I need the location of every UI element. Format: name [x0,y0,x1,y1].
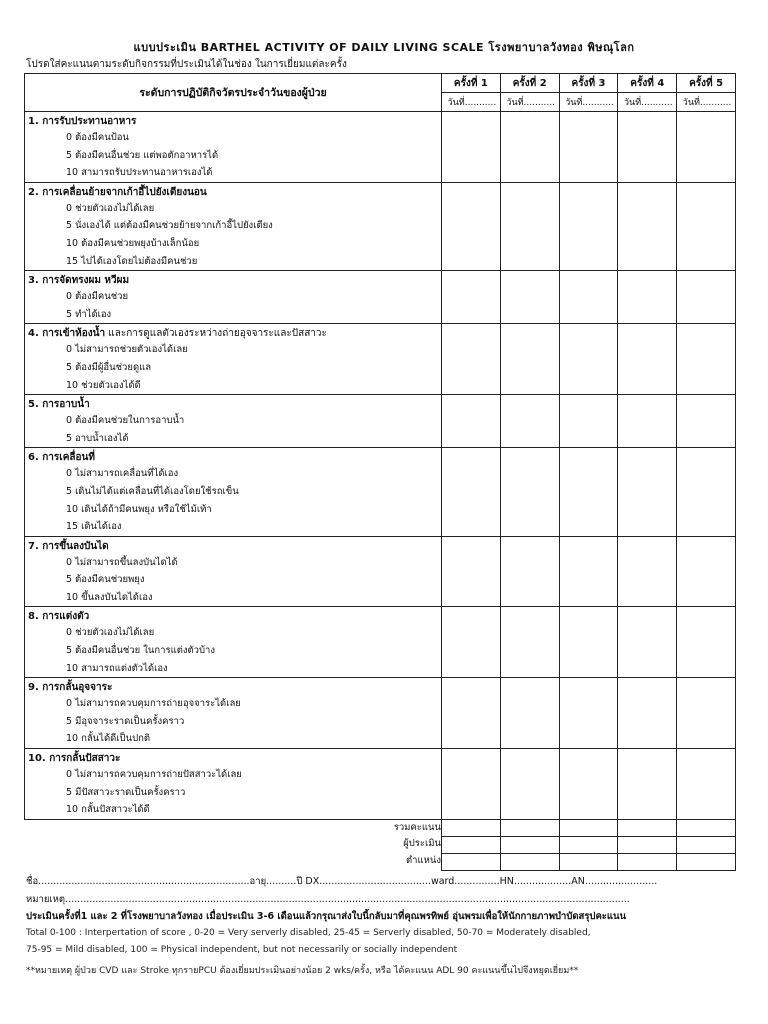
table-row [25,448,736,536]
score-option: 10 ต้องมีคนช่วยพยุงบ้างเล็กน้อย [66,237,200,249]
table-row [25,678,736,749]
score-cell-visit-1[interactable] [442,395,501,448]
header-visit-2: ครั้งที่ 2 วันที่........... [500,74,559,112]
score-cell-visit-1[interactable] [442,749,501,820]
score-cell-visit-3[interactable] [559,324,618,395]
activity-item-1 [25,112,442,183]
score-cell-visit-2[interactable] [500,271,559,324]
activity-name-text: 6. การเคลื่อนที่ [28,452,95,464]
score-cell-visit-1[interactable] [442,536,501,607]
activity-name-text: 3. การจัดทรงผม หวีผม [28,275,130,287]
summary-cell-visit-2[interactable] [500,819,559,836]
header-activity-level: ระดับการปฏิบัติกิจวัตรประจำวันของผู้ป่วย [25,74,442,112]
header-visit-4: ครั้งที่ 4 วันที่........... [618,74,677,112]
score-option: 10 ช่วยตัวเองได้ดี [66,379,141,391]
score-option: 0 ไม่สามารถขึ้นลงบันไดได้ [66,556,178,568]
score-cell-visit-4[interactable] [618,749,677,820]
document-title: แบบประเมิน BARTHEL ACTIVITY OF DAILY LIVING SCALE โรงพยาบาลวังทอง พิษณุโลก [133,41,635,54]
score-cell-visit-5[interactable] [677,182,736,270]
score-cell-visit-4[interactable] [618,678,677,749]
score-option: 10 กลั้นปัสสาวะได้ดี [66,804,150,816]
activity-name [28,114,437,129]
score-cell-visit-5[interactable] [677,395,736,448]
score-option: 15 ไปได้เองโดยไม่ต้องมีคนช่วย [66,255,198,267]
activity-item-6 [25,448,442,536]
score-option: 5 อาบน้ำเองได้ [66,432,129,444]
activity-item-4 [25,324,442,395]
score-cell-visit-1[interactable] [442,448,501,536]
summary-cell-visit-4[interactable] [618,853,677,870]
summary-row [25,819,736,836]
score-cell-visit-5[interactable] [677,324,736,395]
score-cell-visit-1[interactable] [442,324,501,395]
activity-name-detail: และการดูแลตัวเองระหว่างถ่ายอุจจาระและปัสสาวะ [105,328,327,340]
header-visit-1: ครั้งที่ 1 วันที่........... [442,74,501,112]
score-option: 5 ต้องมีคนอื่นช่วย ในการแต่งตัวบ้าง [66,645,216,657]
score-option: 5 มีอุจจาระราดเป็นครั้งคราว [66,715,185,727]
score-cell-visit-2[interactable] [500,112,559,183]
table-row [25,324,736,395]
table-row [25,395,736,448]
score-cell-visit-4[interactable] [618,324,677,395]
activity-item-8 [25,607,442,678]
summary-label: รวมคะแนน [25,819,442,836]
score-cell-visit-4[interactable] [618,182,677,270]
summary-label: ตำแหน่ง [25,853,442,870]
summary-cell-visit-1[interactable] [442,836,501,853]
score-option: 0 ต้องมีคนช่วย [66,291,129,303]
interpretation-line-1: Total 0-100 : Interpertation of score , 0-20 = Very serverly disabled, 25-45 = Serverly disabled, 50-70 = Moderately disabled, [26,928,591,938]
score-cell-visit-4[interactable] [618,536,677,607]
score-cell-visit-4[interactable] [618,271,677,324]
score-cell-visit-4[interactable] [618,607,677,678]
score-cell-visit-3[interactable] [559,536,618,607]
activity-name [28,185,437,200]
activity-name-text: 7. การขึ้นลงบันได [28,540,109,552]
header-visit-3: ครั้งที่ 3 วันที่........... [559,74,618,112]
header-visit-5: ครั้งที่ 5 วันที่........... [677,74,736,112]
score-option: 10 ขึ้นลงบันไดได้เอง [66,591,153,603]
score-cell-visit-3[interactable] [559,678,618,749]
activity-item-10 [25,749,442,820]
score-option: 0 ไม่สามารถช่วยตัวเองได้เลย [66,344,188,356]
activity-name-text: 5. การอาบน้ำ [28,399,90,411]
score-option: 5 ต้องมีผู้อื่นช่วยดูแล [66,361,152,373]
score-cell-visit-2[interactable] [500,448,559,536]
score-cell-visit-5[interactable] [677,112,736,183]
activity-name [28,539,437,554]
table-header-row [25,74,736,112]
table-row [25,607,736,678]
score-option: 10 สามารถรับประทานอาหารเองได้ [66,167,213,179]
summary-cell-visit-5[interactable] [677,836,736,853]
summary-cell-visit-5[interactable] [677,819,736,836]
score-option: 5 ต้องมีคนอื่นช่วย แต่พอตักอาหารได้ [66,149,219,161]
score-option: 5 มีปัสสาวะราดเป็นครั้งคราว [66,786,186,798]
instruction-text: โปรดใส่คะแนนตามระดับกิจกรรมที่ประเมินได้ในช่อง ในการเยี่ยมแต่ละครั้ง [26,59,347,70]
score-cell-visit-3[interactable] [559,395,618,448]
interpretation-line-2: 75-95 = Mild disabled, 100 = Physical independent, but not necessarily or socially independent [26,945,458,955]
summary-cell-visit-2[interactable] [500,853,559,870]
score-cell-visit-5[interactable] [677,536,736,607]
activity-name-text: 8. การแต่งตัว [28,611,90,623]
summary-cell-visit-3[interactable] [559,836,618,853]
notice-text: ประเมินครั้งที่1 และ 2 ที่โรงพยาบาลวังทอง เมื่อประเมิน 3-6 เดือนแล้วกรุณาส่งใบนี้กลับมาที่คุณพรทิพย์ อุ่นพรมเพื่อให้นักกายภาพบำบัดสรุปคะแนน [26,911,627,922]
score-cell-visit-3[interactable] [559,448,618,536]
activity-name [28,680,437,695]
score-option: 0 ไม่สามารถควบคุมการถ่ายอุจจาระได้เลย [66,698,241,710]
summary-cell-visit-3[interactable] [559,853,618,870]
summary-cell-visit-4[interactable] [618,836,677,853]
score-option: 0 ช่วยตัวเองไม่ได้เลย [66,202,155,214]
activity-item-7 [25,536,442,607]
score-option: 0 ช่วยตัวเองไม่ได้เลย [66,627,155,639]
score-cell-visit-3[interactable] [559,607,618,678]
score-cell-visit-1[interactable] [442,678,501,749]
activity-item-3 [25,271,442,324]
activity-name-text: 4. การเข้าห้องน้ำ [28,328,106,340]
activity-item-9 [25,678,442,749]
score-cell-visit-1[interactable] [442,271,501,324]
activity-name [28,609,437,624]
score-option: 10 กลั้นได้ดีเป็นปกติ [66,733,151,745]
summary-row [25,853,736,870]
score-option: 5 ต้องมีคนช่วยพยุง [66,574,145,586]
score-cell-visit-4[interactable] [618,112,677,183]
score-cell-visit-4[interactable] [618,448,677,536]
activity-item-5 [25,395,442,448]
score-cell-visit-2[interactable] [500,607,559,678]
activity-name [28,273,437,288]
score-cell-visit-1[interactable] [442,182,501,270]
score-cell-visit-2[interactable] [500,678,559,749]
follow-up-note: **หมายเหตุ ผู้ป่วย CVD และ Stroke ทุกรายPCU ต้องเยี่ยมประเมินอย่างน้อย 2 wks/ครั้ง, หรือ ได้คะแนน ADL 90 คะแนนขึ้นไปจึงหยุดเยี่ยม** [26,966,579,976]
summary-cell-visit-1[interactable] [442,853,501,870]
score-cell-visit-1[interactable] [442,112,501,183]
score-cell-visit-4[interactable] [618,395,677,448]
score-cell-visit-3[interactable] [559,749,618,820]
score-cell-visit-5[interactable] [677,678,736,749]
remark-line: หมายเหตุ........................................................................................................................................................................................... [26,894,630,905]
activity-name [28,450,437,465]
score-option: 0 ต้องมีคนช่วยในการอาบน้ำ [66,415,185,427]
score-option: 15 เดินได้เอง [66,521,122,533]
score-option: 5 นั่งเองได้ แต่ต้องมีคนช่วยย้ายจากเก้าอี้ไปยังเตียง [66,220,273,232]
score-cell-visit-5[interactable] [677,448,736,536]
score-option: 0 ไม่สามารถควบคุมการถ่ายปัสสาวะได้เลย [66,769,242,781]
summary-cell-visit-4[interactable] [618,819,677,836]
score-cell-visit-2[interactable] [500,749,559,820]
score-option: 10 เดินได้ถ้ามีคนพยุง หรือใช้ไม้เท้า [66,503,212,515]
score-option: 10 สามารถแต่งตัวได้เอง [66,662,168,674]
score-option: 0 ไม่สามารถเคลื่อนที่ได้เอง [66,468,179,480]
table-row [25,749,736,820]
barthel-table [24,73,736,871]
score-option: 5 ทำได้เอง [66,308,112,320]
summary-row [25,836,736,853]
activity-name-text: 1. การรับประทานอาหาร [28,116,137,127]
score-cell-visit-3[interactable] [559,271,618,324]
summary-cell-visit-2[interactable] [500,836,559,853]
activity-name [28,751,437,766]
summary-cell-visit-1[interactable] [442,819,501,836]
score-cell-visit-2[interactable] [500,395,559,448]
table-row [25,271,736,324]
score-cell-visit-5[interactable] [677,607,736,678]
score-cell-visit-1[interactable] [442,607,501,678]
table-row [25,182,736,270]
summary-cell-visit-5[interactable] [677,853,736,870]
score-option: 5 เดินไม่ได้แต่เคลื่อนที่ได้เองโดยใช้รถเข็น [66,485,239,497]
activity-name-text: 10. การกลั้นปัสสาวะ [28,753,121,765]
table-row [25,112,736,183]
activity-name [28,326,437,341]
score-cell-visit-3[interactable] [559,182,618,270]
activity-name-text: 2. การเคลื่อนย้ายจากเก้าอี้ไปยังเตียงนอน [28,186,207,198]
table-row [25,536,736,607]
summary-cell-visit-3[interactable] [559,819,618,836]
activity-item-2 [25,182,442,270]
activity-name-text: 9. การกลั้นอุจจาระ [28,682,113,694]
activity-name [28,397,437,412]
score-cell-visit-3[interactable] [559,112,618,183]
score-option: 0 ต้องมีคนป้อน [66,132,129,143]
patient-info-line: ชื่อ......................................................................อายุ..........ปี DX.....................................ward...............HN...................AN........................ [26,876,658,887]
score-cell-visit-2[interactable] [500,182,559,270]
score-cell-visit-5[interactable] [677,749,736,820]
score-cell-visit-2[interactable] [500,324,559,395]
summary-label: ผู้ประเมิน [25,836,442,853]
score-cell-visit-2[interactable] [500,536,559,607]
score-cell-visit-5[interactable] [677,271,736,324]
